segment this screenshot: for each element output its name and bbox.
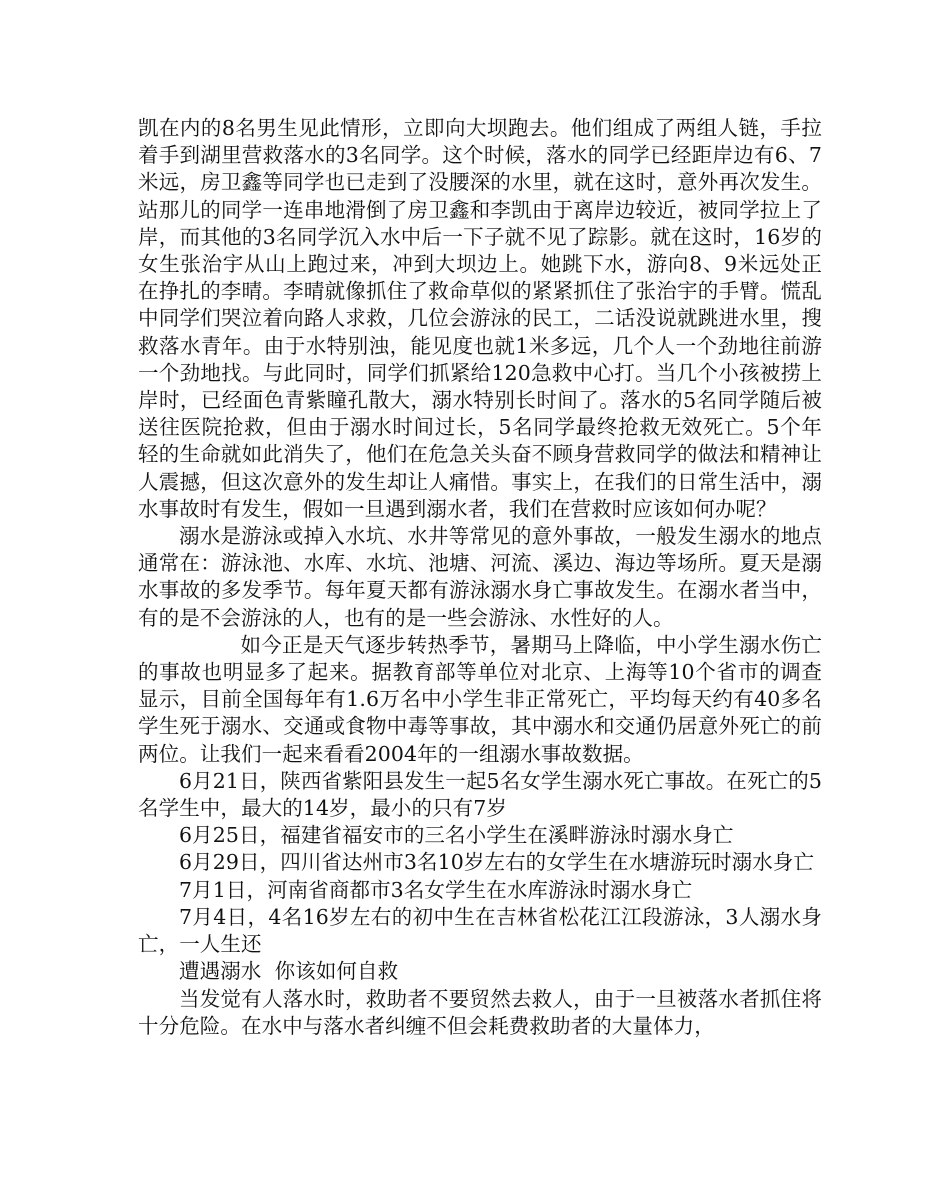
document-body xyxy=(138,115,822,1040)
paragraph-incident-0621: 6月21日，陕西省紫阳县发生一起5名女学生溺水死亡事故。在死亡的5名学生中，最大的14岁，最小的只有7岁 xyxy=(138,768,822,821)
paragraph-incident-0701: 7月1日，河南省商都市3名女学生在水库游泳时溺水身亡 xyxy=(179,877,693,902)
paragraph-incident-0625: 6月25日，福建省福安市的三名小学生在溪畔游泳时溺水身亡 xyxy=(179,823,734,848)
paragraph-rescue-story: 凯在内的8名男生见此情形，立即向大坝跑去。他们组成了两组人链，手拉着手到湖里营救落水的3名同学。这个时候，落水的同学已经距岸边有6、7米远，房卫鑫等同学也已走到了没腰深的水里，就在这时，意外再次发生。站那儿的同学一连串地滑倒了房卫鑫和李凯由于离岸边较近，被同学拉上了岸，而其他的3名同学沉入水中后一下子就不见了踪影。就在这时，16岁的女生张治宇从山上跑过来，冲到大坝边上。她跳下水，游向8、9米远处正在挣扎的李晴。李晴就像抓住了救命草似的紧紧抓住了张治宇的手臂。慌乱中同学们哭泣着向路人求救，几位会游泳的民工，二话没说就跳进水里，搜救落水青年。由于水特别浊，能见度也就1米多远，几个人一个劲地往前游一个劲地找。与此同时，同学们抓紧给120急救中心打。当几个小孩被捞上岸时，已经面色青紫瞳孔散大，溺水特别长时间了。落水的5名同学随后被送往医院抢救，但由于溺水时间过长，5名同学最终抢救无效死亡。5个年轻的生命就如此消失了，他们在危急关头奋不顾身营救同学的做法和精神让人震撼，但这次意外的发生却让人痛惜。事实上，在我们的日常生活中，溺水事故时有发生，假如一旦遇到溺水者，我们在营救时应该如何办呢？ xyxy=(138,116,822,521)
paragraph-incident-0704: 7月4日，4名16岁左右的初中生在吉林省松花江江段游泳，3人溺水身亡，一人生还 xyxy=(138,904,822,957)
paragraph-rescue-advice: 当发觉有人落水时，救助者不要贸然去救人，由于一旦被落水者抓住将十分危险。在水中与落水者纠缠不但会耗费救助者的大量体力， xyxy=(138,986,822,1038)
paragraph-student-statistics: 如今正是天气逐步转热季节，暑期马上降临，中小学生溺水伤亡的事故也明显多了起来。据教育部等单位对北京、上海等10个省市的调查显示，目前全国每年有1.6万名中小学生非正常死亡，平均每天约有40多名学生死于溺水、交通或食物中毒等事故，其中溺水和交通仍居意外死亡的前两位。让我们一起来看看2004年的一组溺水事故数据。 xyxy=(138,632,822,766)
section-heading-self-rescue: 遭遇溺水 你该如何自救 xyxy=(179,959,399,984)
paragraph-drowning-overview: 溺水是游泳或掉入水坑、水井等常见的意外事故，一般发生溺水的地点通常在：游泳池、水库、水坑、池塘、河流、溪边、海边等场所。夏天是溺水事故的多发季节。每年夏天都有游泳溺水身亡事故发生。在溺水者当中，有的是不会游泳的人，也有的是一些会游泳、水性好的人。 xyxy=(138,524,822,630)
paragraph-incident-0629: 6月29日，四川省达州市3名10岁左右的女学生在水塘游玩时溺水身亡 xyxy=(179,850,815,875)
